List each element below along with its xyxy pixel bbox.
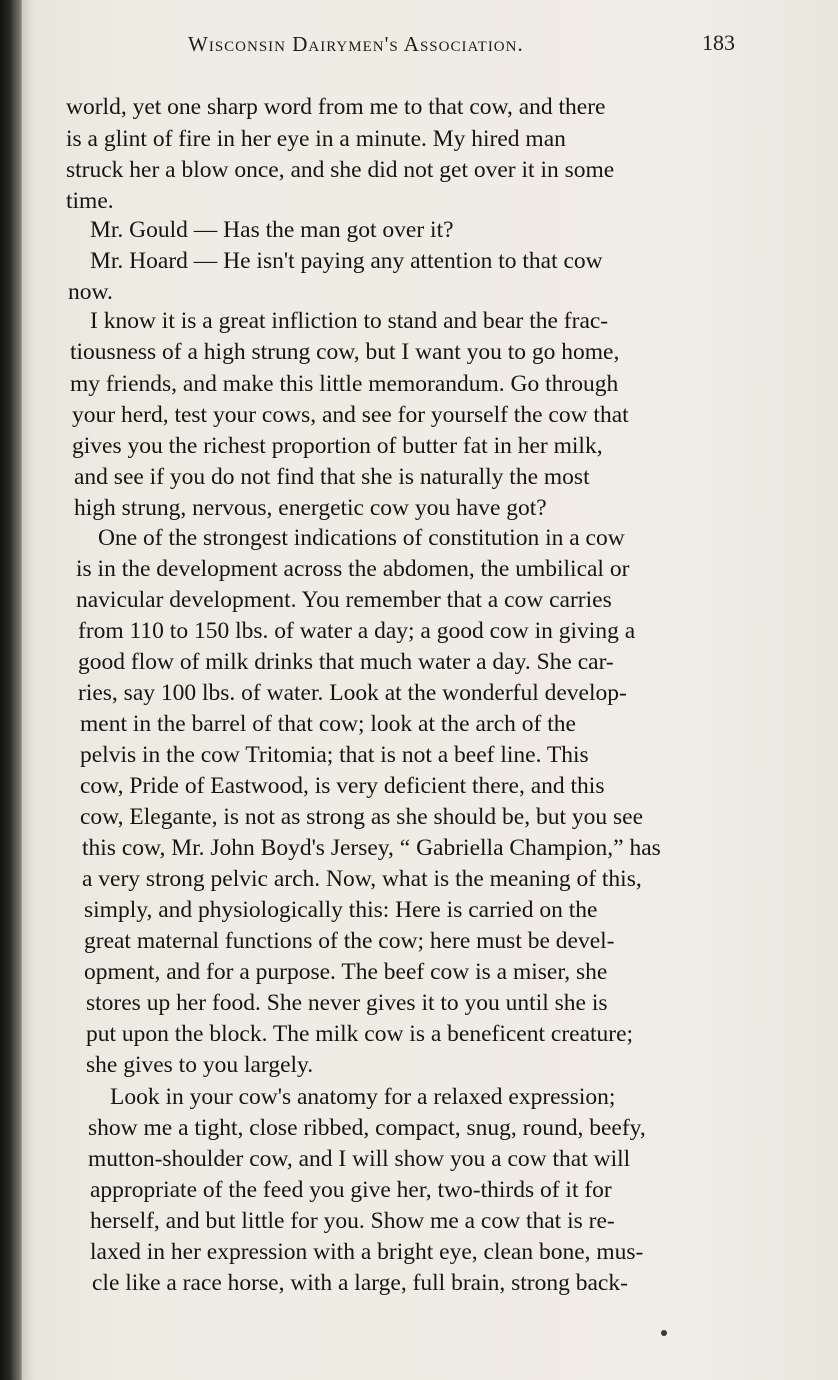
text-line: ries, say 100 lbs. of water. Look at the wonderful develop- (78, 680, 627, 706)
page-number: 183 (702, 30, 735, 55)
text-line: from 110 to 150 lbs. of water a day; a good cow in giving a (78, 618, 636, 644)
text-line: herself, and but little for you. Show me a cow that is re- (90, 1208, 615, 1234)
text-line: and see if you do not find that she is naturally the most (74, 464, 590, 490)
text-line: ment in the barrel of that cow; look at the arch of the (80, 711, 576, 737)
text-line: appropriate of the feed you give her, two-thirds of it for (90, 1177, 612, 1203)
text-line: opment, and for a purpose. The beef cow is a miser, she (84, 959, 608, 985)
text-line: high strung, nervous, energetic cow you have got? (74, 495, 547, 521)
ink-speck (661, 1330, 667, 1336)
text-line: I know it is a great infliction to stand and bear the frac- (90, 308, 609, 334)
text-line: cle like a race horse, with a large, full brain, strong back- (92, 1270, 628, 1296)
text-line: cow, Elegante, is not as strong as she should be, but you see (80, 804, 644, 830)
text-line: Mr. Gould — Has the man got over it? (90, 217, 454, 243)
text-line: is a glint of fire in her eye in a minute. My hired man (66, 126, 566, 152)
text-line: now. (68, 279, 113, 305)
text-line: pelvis in the cow Tritomia; that is not a beef line. This (80, 742, 589, 768)
text-line: tiousness of a high strung cow, but I want you to go home, (70, 339, 620, 365)
text-line: great maternal functions of the cow; here must be devel- (84, 928, 615, 954)
text-line: is in the development across the abdomen, the umbilical or (76, 556, 630, 582)
text-line: this cow, Mr. John Boyd's Jersey, “ Gabriella Champion,” has (82, 835, 661, 861)
text-line: cow, Pride of Eastwood, is very deficient there, and this (80, 773, 605, 799)
text-line: a very strong pelvic arch. Now, what is the meaning of this, (82, 866, 642, 892)
text-line: she gives to you largely. (86, 1052, 314, 1078)
text-line: gives you the richest proportion of butter fat in her milk, (72, 433, 603, 459)
text-line: put upon the block. The milk cow is a beneficent creature; (86, 1021, 634, 1047)
text-line: Mr. Hoard — He isn't paying any attention to that cow (90, 248, 603, 274)
text-line: laxed in her expression with a bright eye, clean bone, mus- (90, 1239, 644, 1265)
text-line: stores up her food. She never gives it to you until she is (86, 990, 608, 1016)
text-line: Look in your cow's anatomy for a relaxed expression; (110, 1084, 616, 1110)
text-line: time. (66, 188, 114, 214)
running-title: Wisconsin Dairymen's Association. (188, 32, 524, 56)
text-line: One of the strongest indications of constitution in a cow (98, 525, 625, 551)
text-line: struck her a blow once, and she did not get over it in some (66, 157, 615, 183)
text-line: my friends, and make this little memorandum. Go through (70, 371, 619, 397)
running-head (0, 30, 838, 66)
text-line: world, yet one sharp word from me to that cow, and there (66, 94, 606, 120)
text-line: good flow of milk drinks that much water a day. She car- (78, 649, 614, 675)
text-line: navicular development. You remember that a cow carries (76, 587, 612, 613)
text-line: your herd, test your cows, and see for yourself the cow that (72, 402, 629, 428)
text-line: simply, and physiologically this: Here is carried on the (84, 897, 598, 923)
binding-shadow (0, 0, 22, 1380)
text-line: mutton-shoulder cow, and I will show you a cow that will (88, 1146, 631, 1172)
text-line: show me a tight, close ribbed, compact, snug, round, beefy, (88, 1115, 646, 1141)
